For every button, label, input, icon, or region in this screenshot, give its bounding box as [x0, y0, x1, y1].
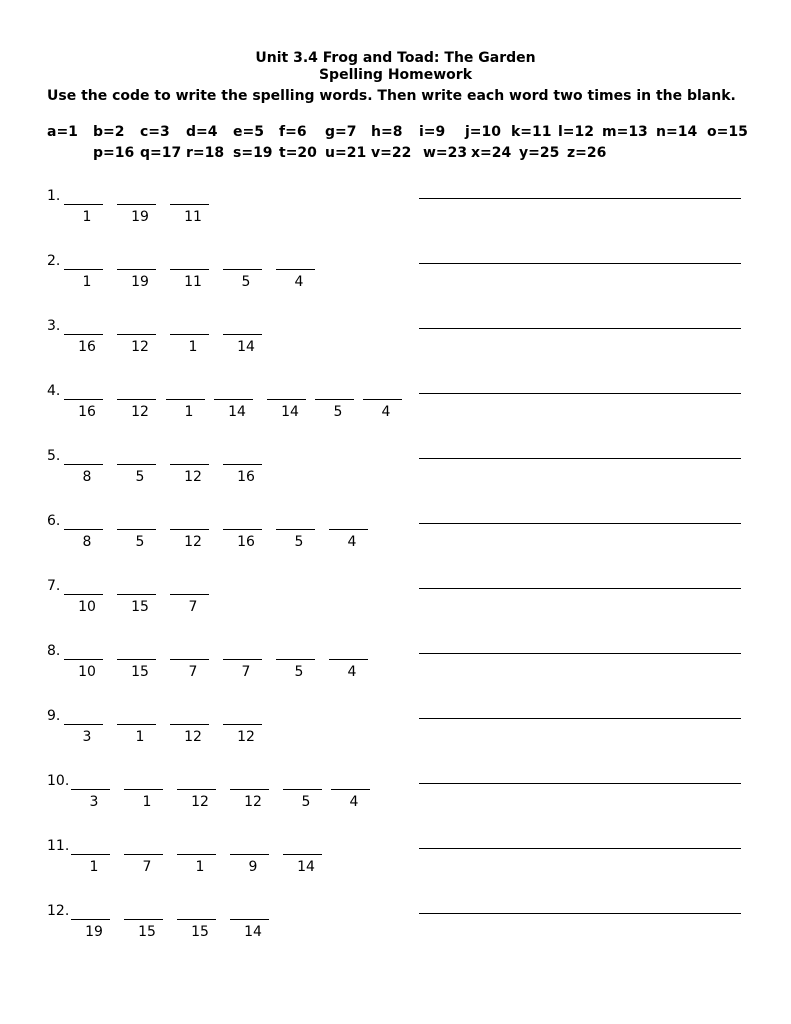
answer-line[interactable] [419, 913, 741, 914]
code-key-entry: y=25 [519, 145, 560, 161]
code-key-entry: j=10 [465, 124, 502, 140]
letter-blank[interactable] [64, 529, 103, 530]
letter-blank[interactable] [283, 789, 322, 790]
letter-blank[interactable] [283, 854, 322, 855]
letter-code: 12 [184, 729, 202, 745]
letter-blank[interactable] [124, 919, 163, 920]
letter-code: 12 [184, 469, 202, 485]
answer-line[interactable] [419, 848, 741, 849]
answer-line[interactable] [419, 588, 741, 589]
letter-blank[interactable] [170, 334, 209, 335]
letter-blank[interactable] [223, 659, 262, 660]
letter-blank[interactable] [230, 789, 269, 790]
letter-blank[interactable] [223, 724, 262, 725]
letter-code: 19 [131, 209, 149, 225]
letter-code: 1 [89, 859, 99, 875]
answer-line[interactable] [419, 783, 741, 784]
problem-row [0, 253, 791, 303]
letter-blank[interactable] [170, 659, 209, 660]
letter-code: 19 [131, 274, 149, 290]
letter-code: 12 [131, 339, 149, 355]
letter-code: 3 [82, 729, 92, 745]
answer-line[interactable] [419, 653, 741, 654]
worksheet-subtitle: Spelling Homework [318, 67, 473, 83]
code-key-entry: m=13 [602, 124, 648, 140]
problem-row [0, 643, 791, 693]
problem-row [0, 708, 791, 758]
letter-code: 12 [244, 794, 262, 810]
letter-blank[interactable] [124, 854, 163, 855]
letter-code: 5 [301, 794, 311, 810]
letter-code: 5 [333, 404, 343, 420]
code-key-entry: b=2 [93, 124, 125, 140]
letter-code: 4 [294, 274, 304, 290]
letter-blank[interactable] [64, 724, 103, 725]
letter-code: 12 [237, 729, 255, 745]
letter-code: 1 [82, 274, 92, 290]
letter-blank[interactable] [276, 269, 315, 270]
code-key-entry: o=15 [707, 124, 748, 140]
letter-blank[interactable] [117, 334, 156, 335]
letter-blank[interactable] [223, 529, 262, 530]
letter-code: 1 [188, 339, 198, 355]
letter-blank[interactable] [331, 789, 370, 790]
instructions: Use the code to write the spelling words. Then write each word two times in the blank. [47, 88, 736, 104]
letter-code: 1 [135, 729, 145, 745]
letter-blank[interactable] [170, 724, 209, 725]
letter-code: 4 [349, 794, 359, 810]
letter-code: 12 [191, 794, 209, 810]
code-key-entry: i=9 [419, 124, 446, 140]
letter-code: 5 [294, 664, 304, 680]
letter-blank[interactable] [177, 919, 216, 920]
letter-code: 15 [138, 924, 156, 940]
letter-code: 14 [281, 404, 299, 420]
problem-row [0, 578, 791, 628]
letter-blank[interactable] [71, 789, 110, 790]
letter-blank[interactable] [170, 269, 209, 270]
letter-code: 1 [142, 794, 152, 810]
letter-blank[interactable] [315, 399, 354, 400]
worksheet-title: Unit 3.4 Frog and Toad: The Garden [255, 50, 536, 66]
letter-code: 1 [184, 404, 194, 420]
letter-blank[interactable] [223, 464, 262, 465]
letter-code: 7 [188, 599, 198, 615]
letter-code: 15 [191, 924, 209, 940]
code-key-entry: k=11 [511, 124, 552, 140]
letter-code: 7 [188, 664, 198, 680]
code-key-entry: a=1 [47, 124, 78, 140]
problem-number: 8. [47, 643, 61, 659]
code-key-row-1 [0, 124, 791, 142]
code-key-entry: q=17 [140, 145, 182, 161]
letter-blank[interactable] [64, 399, 103, 400]
letter-code: 12 [131, 404, 149, 420]
code-key-entry: r=18 [186, 145, 225, 161]
letter-blank[interactable] [267, 399, 306, 400]
answer-line[interactable] [419, 198, 741, 199]
code-key-entry: p=16 [93, 145, 135, 161]
code-key-entry: t=20 [279, 145, 317, 161]
letter-blank[interactable] [276, 659, 315, 660]
letter-blank[interactable] [117, 464, 156, 465]
letter-blank[interactable] [64, 269, 103, 270]
letter-code: 11 [184, 274, 202, 290]
letter-code: 16 [78, 339, 96, 355]
answer-line[interactable] [419, 523, 741, 524]
letter-code: 14 [244, 924, 262, 940]
problem-row [0, 448, 791, 498]
answer-line[interactable] [419, 393, 741, 394]
letter-code: 14 [228, 404, 246, 420]
letter-blank[interactable] [230, 854, 269, 855]
letter-blank[interactable] [170, 464, 209, 465]
letter-blank[interactable] [64, 594, 103, 595]
problem-row [0, 383, 791, 433]
letter-blank[interactable] [117, 529, 156, 530]
letter-code: 12 [184, 534, 202, 550]
code-key-entry: n=14 [656, 124, 698, 140]
letter-blank[interactable] [117, 399, 156, 400]
letter-blank[interactable] [230, 919, 269, 920]
problem-number: 11. [47, 838, 70, 854]
letter-blank[interactable] [117, 724, 156, 725]
letter-code: 5 [135, 469, 145, 485]
letter-blank[interactable] [71, 919, 110, 920]
code-key-entry: v=22 [371, 145, 412, 161]
problem-row [0, 318, 791, 368]
letter-blank[interactable] [124, 789, 163, 790]
code-key-entry: e=5 [233, 124, 264, 140]
code-key-entry: h=8 [371, 124, 403, 140]
problem-number: 1. [47, 188, 61, 204]
answer-line[interactable] [419, 263, 741, 264]
code-key-entry: x=24 [471, 145, 512, 161]
letter-code: 15 [131, 599, 149, 615]
letter-blank[interactable] [117, 204, 156, 205]
problem-row [0, 838, 791, 888]
letter-blank[interactable] [363, 399, 402, 400]
code-key-row-2 [0, 145, 791, 163]
code-key-entry: d=4 [186, 124, 218, 140]
answer-line[interactable] [419, 718, 741, 719]
letter-code: 16 [237, 469, 255, 485]
letter-code: 11 [184, 209, 202, 225]
letter-blank[interactable] [64, 659, 103, 660]
letter-code: 10 [78, 664, 96, 680]
problem-number: 10. [47, 773, 70, 789]
letter-code: 16 [78, 404, 96, 420]
letter-code: 7 [241, 664, 251, 680]
letter-blank[interactable] [170, 529, 209, 530]
letter-blank[interactable] [64, 464, 103, 465]
code-key-entry: z=26 [567, 145, 607, 161]
problem-number: 9. [47, 708, 61, 724]
letter-blank[interactable] [223, 269, 262, 270]
letter-blank[interactable] [117, 594, 156, 595]
letter-code: 5 [294, 534, 304, 550]
letter-blank[interactable] [170, 204, 209, 205]
code-key-entry: c=3 [140, 124, 170, 140]
letter-blank[interactable] [214, 399, 253, 400]
letter-code: 3 [89, 794, 99, 810]
letter-code: 5 [135, 534, 145, 550]
letter-blank[interactable] [166, 399, 205, 400]
problem-number: 12. [47, 903, 70, 919]
letter-blank[interactable] [177, 789, 216, 790]
letter-code: 1 [82, 209, 92, 225]
code-key-entry: l=12 [558, 124, 595, 140]
problem-number: 4. [47, 383, 61, 399]
problem-number: 7. [47, 578, 61, 594]
letter-code: 16 [237, 534, 255, 550]
problem-number: 3. [47, 318, 61, 334]
letter-blank[interactable] [64, 334, 103, 335]
code-key-entry: w=23 [423, 145, 468, 161]
answer-line[interactable] [419, 328, 741, 329]
problem-row [0, 773, 791, 823]
letter-blank[interactable] [71, 854, 110, 855]
problem-number: 2. [47, 253, 61, 269]
letter-code: 9 [248, 859, 258, 875]
letter-code: 8 [82, 534, 92, 550]
code-key-entry: u=21 [325, 145, 367, 161]
letter-blank[interactable] [223, 334, 262, 335]
letter-code: 4 [381, 404, 391, 420]
letter-blank[interactable] [170, 594, 209, 595]
letter-code: 19 [85, 924, 103, 940]
letter-blank[interactable] [64, 204, 103, 205]
code-key-entry: s=19 [233, 145, 273, 161]
letter-blank[interactable] [329, 659, 368, 660]
letter-blank[interactable] [117, 269, 156, 270]
letter-code: 4 [347, 664, 357, 680]
letter-code: 7 [142, 859, 152, 875]
letter-blank[interactable] [117, 659, 156, 660]
letter-blank[interactable] [329, 529, 368, 530]
problem-row [0, 903, 791, 953]
code-key-entry: g=7 [325, 124, 357, 140]
letter-code: 4 [347, 534, 357, 550]
letter-code: 15 [131, 664, 149, 680]
letter-code: 14 [237, 339, 255, 355]
problem-row [0, 513, 791, 563]
letter-code: 5 [241, 274, 251, 290]
problem-row [0, 188, 791, 238]
letter-blank[interactable] [276, 529, 315, 530]
problem-number: 6. [47, 513, 61, 529]
letter-code: 8 [82, 469, 92, 485]
answer-line[interactable] [419, 458, 741, 459]
problem-number: 5. [47, 448, 61, 464]
letter-code: 10 [78, 599, 96, 615]
letter-code: 1 [195, 859, 205, 875]
letter-blank[interactable] [177, 854, 216, 855]
letter-code: 14 [297, 859, 315, 875]
code-key-entry: f=6 [279, 124, 307, 140]
